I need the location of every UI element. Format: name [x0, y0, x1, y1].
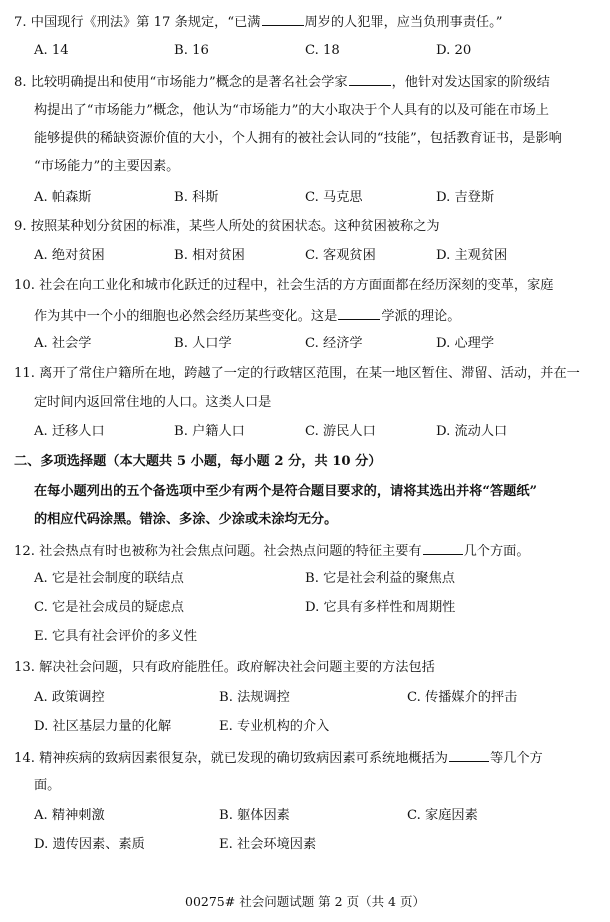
question-14	[14, 748, 543, 768]
question-12	[14, 541, 530, 561]
q14-line1-before: 14. 精神疾病的致病因素很复杂，就已发现的确切致病因素可系统地概括为	[14, 751, 448, 766]
q10-option-d: D. 心理学	[436, 336, 495, 351]
q12-option-d: D. 它具有多样性和周期性	[305, 600, 456, 615]
q11-option-c: C. 游民人口	[305, 424, 376, 439]
q13-option-e: E. 专业机构的介入	[219, 719, 330, 734]
q9-option-d: D. 主观贫困	[436, 248, 508, 263]
answer-blank	[449, 748, 489, 762]
q10-line2-before: 作为其中一个小的细胞也必然会经历某些变化。这是	[34, 309, 338, 324]
q13-option-b: B. 法规调控	[219, 690, 290, 705]
question-8	[14, 72, 550, 92]
q14-option-b: B. 躯体因素	[219, 808, 290, 823]
q11-option-d: D. 流动人口	[436, 424, 508, 439]
q9-option-a: A. 绝对贫困	[34, 248, 105, 263]
q12-option-a: A. 它是社会制度的联结点	[34, 571, 184, 586]
question-9: 9. 按照某种划分贫困的标准，某些人所处的贫困状态。这种贫困被称之为	[14, 219, 440, 234]
q14-option-c: C. 家庭因素	[407, 808, 478, 823]
section-title: 二、多项选择题（本大题共 5 小题，每小题 2 分，共 10 分）	[14, 454, 382, 469]
q9-option-c: C. 客观贫困	[305, 248, 376, 263]
q7-option-a: A. 14	[34, 43, 69, 58]
q8-option-c: C. 马克思	[305, 190, 363, 205]
q9-option-b: B. 相对贫困	[174, 248, 245, 263]
q13-option-a: A. 政策调控	[34, 690, 105, 705]
q14-line1-after: 等几个方	[489, 751, 543, 766]
q12-text-after: 几个方面。	[463, 544, 530, 559]
section-instructions-line1: 在每小题列出的五个备选项中至少有两个是符合题目要求的，请将其选出并将“答题纸”	[34, 484, 538, 499]
q8-line2: 构提出了“市场能力”概念，他认为“市场能力”的大小取决于个人具有的以及可能在市场上	[34, 103, 549, 118]
q7-option-d: D. 20	[436, 43, 472, 58]
q8-line1-after: ，他针对发达国家的阶级结	[391, 75, 550, 90]
q13-option-d: D. 社区基层力量的化解	[34, 719, 172, 734]
q12-text-before: 12. 社会热点有时也被称为社会焦点问题。社会热点问题的特征主要有	[14, 544, 422, 559]
q7-option-c: C. 18	[305, 43, 340, 58]
q8-option-a: A. 帕森斯	[34, 190, 92, 205]
q14-option-e: E. 社会环境因素	[219, 837, 317, 852]
q8-line3: 能够提供的稀缺资源价值的大小，个人拥有的被社会认同的“技能”，包括教育证书，是影响	[34, 131, 562, 146]
q13-option-c: C. 传播媒介的抨击	[407, 690, 518, 705]
q14-line2: 面。	[34, 778, 61, 793]
question-7	[14, 12, 502, 32]
q12-option-b: B. 它是社会利益的聚焦点	[305, 571, 455, 586]
section-instructions-line2: 的相应代码涂黑。错涂、多涂、少涂或未涂均无分。	[34, 512, 338, 527]
q11-option-b: B. 户籍人口	[174, 424, 245, 439]
answer-blank	[262, 12, 304, 26]
q7-text-after: 周岁的人犯罪，应当负刑事责任。”	[304, 15, 503, 30]
q12-option-e: E. 它具有社会评价的多义性	[34, 629, 198, 644]
q10-line2-after: 学派的理论。	[381, 309, 461, 324]
q12-option-c: C. 它是社会成员的疑虑点	[34, 600, 184, 615]
q7-text-before: 7. 中国现行《刑法》第 17 条规定，“已满	[14, 15, 261, 30]
q10-option-b: B. 人口学	[174, 336, 232, 351]
answer-blank	[423, 541, 463, 555]
q8-option-d: D. 吉登斯	[436, 190, 495, 205]
answer-blank	[338, 306, 380, 320]
q10-option-c: C. 经济学	[305, 336, 363, 351]
q8-option-b: B. 科斯	[174, 190, 219, 205]
answer-blank	[349, 72, 391, 86]
q8-line4: “市场能力”的主要因素。	[34, 159, 180, 174]
q14-option-a: A. 精神刺激	[34, 808, 105, 823]
q10-line2	[34, 306, 460, 326]
q8-line1-before: 8. 比较明确提出和使用“市场能力”概念的是著名社会学家	[14, 75, 348, 90]
q11-option-a: A. 迁移人口	[34, 424, 105, 439]
q10-option-a: A. 社会学	[34, 336, 92, 351]
question-10: 10. 社会在向工业化和城市化跃迁的过程中，社会生活的方方面面都在经历深刻的变革，家庭	[14, 278, 554, 293]
q14-option-d: D. 遗传因素、素质	[34, 837, 145, 852]
question-13: 13. 解决社会问题，只有政府能胜任。政府解决社会问题主要的方法包括	[14, 660, 435, 675]
q11-line2: 定时间内返回常住地的人口。这类人口是	[34, 395, 272, 410]
question-11: 11. 离开了常住户籍所在地，跨越了一定的行政辖区范围，在某一地区暂住、滞留、活动，并在一	[14, 366, 580, 381]
page-footer: 00275# 社会问题试题 第 2 页（共 4 页）	[185, 894, 425, 909]
q7-option-b: B. 16	[174, 43, 209, 58]
